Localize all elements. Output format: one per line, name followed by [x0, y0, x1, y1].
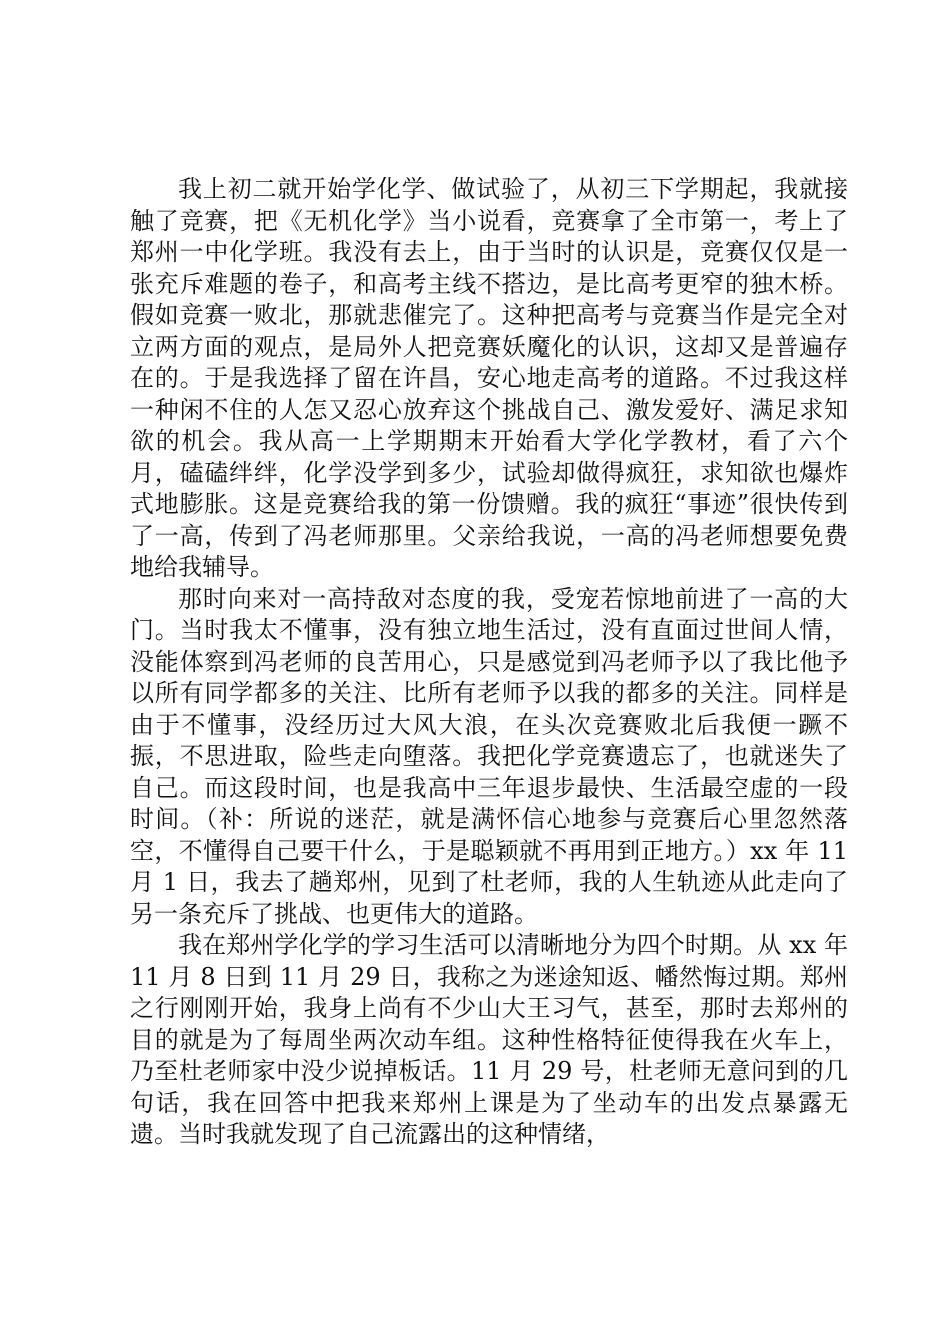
document-body [130, 174, 856, 1151]
paragraph-3: 我在郑州学化学的学习生活可以清晰地分为四个时期。从 xx 年 11 月 8 日到 11 月 29 日，我称之为迷途知返、幡然悔过期。郑州之行刚刚开始，我身上尚有不少山大王习气，甚至，那时去郑州的目的就是为了每周坐两次动车组。这种性格特征使得我在火车上，乃至杜老师家中没少说掉板话。11 月 29 号，杜老师无意问到的几句话，我在回答中把我来郑州上课是为了坐动车的出发点暴露无遗。当时我就发现了自己流露出的这种情绪， [130, 931, 856, 1148]
paragraph-2: 那时向来对一高持敌对态度的我，受宠若惊地前进了一高的大门。当时我太不懂事，没有独立地生活过，没有直面过世间人情，没能体察到冯老师的良苦用心，只是感觉到冯老师予以了我比他予以所有同学都多的关注、比所有老师予以我的都多的关注。同样是由于不懂事，没经历过大风大浪，在头次竞赛败北后我便一蹶不振，不思进取，险些走向堕落。我把化学竞赛遗忘了，也就迷失了自己。而这段时间，也是我高中三年退步最快、生活最空虚的一段时间。（补：所说的迷茫，就是满怀信心地参与竞赛后心里忽然落空，不懂得自己要干什么，于是聪颖就不再用到正地方。）xx 年 11 月 1 日，我去了趟郑州，见到了杜老师，我的人生轨迹从此走向了另一条充斥了挑战、也更伟大的道路。 [130, 584, 856, 928]
paragraph-1: 我上初二就开始学化学、做试验了，从初三下学期起，我就接触了竞赛，把《无机化学》当小说看，竞赛拿了全市第一，考上了郑州一中化学班。我没有去上，由于当时的认识是，竞赛仅仅是一张充斥难题的卷子，和高考主线不搭边，是比高考更窄的独木桥。假如竞赛一败北，那就悲催完了。这种把高考与竞赛当作是完全对立两方面的观点，是局外人把竞赛妖魔化的认识，这却又是普遍存在的。于是我选择了留在许昌，安心地走高考的道路。不过我这样一种闲不住的人怎又忍心放弃这个挑战自己、激发爱好、满足求知欲的机会。我从高一上学期期末开始看大学化学教材，看了六个月，磕磕绊绊，化学没学到多少，试验却做得疯狂，求知欲也爆炸式地膨胀。这是竞赛给我的第一份馈赠。我的疯狂“事迹”很快传到了一高，传到了冯老师那里。父亲给我说，一高的冯老师想要免费地给我辅导。 [130, 175, 848, 581]
